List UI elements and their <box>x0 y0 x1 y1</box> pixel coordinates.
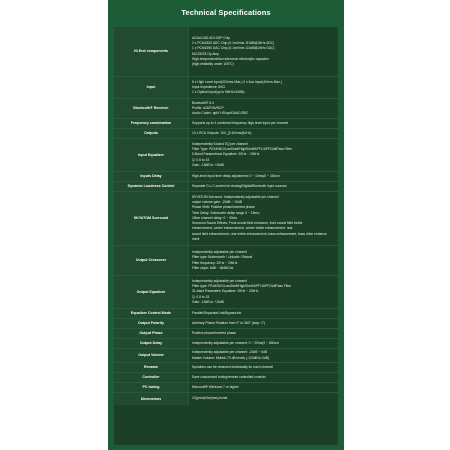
spec-value-line: Filter type: Butterworth / Linkwitz / Bessel <box>192 255 253 260</box>
spec-value-line: Q: 0.5 to 15 <box>192 294 210 299</box>
spec-label: Dynamic Loudness Control <box>114 182 188 191</box>
spec-value <box>188 319 338 328</box>
spec-value-line: ment <box>192 236 200 241</box>
spec-value-line: 1X(price)Nor(mm)Jumet <box>192 396 228 401</box>
spec-value <box>188 329 338 338</box>
spec-row <box>114 76 338 98</box>
spec-value-line: (high reliability under 105°C) <box>192 61 234 66</box>
spec-value <box>188 339 338 348</box>
spec-panel <box>108 0 344 450</box>
spec-row <box>114 118 338 128</box>
spec-value <box>188 246 338 275</box>
spec-row <box>114 181 338 191</box>
spec-value <box>188 139 338 171</box>
spec-value-line: Independently adjustable per channel: 0 ~ 20ms(0 ~ 680cm <box>192 340 279 345</box>
spec-value-line: Filter frequency: 20Hz ~ 20kHz <box>192 260 238 265</box>
spec-value <box>188 182 338 191</box>
spec-value-line: 2 x PCM1820 ADC Chip (0.1mVrms 110dB@2kHz ADC) <box>192 41 275 46</box>
spec-value-line: Bluetooth® 5.0 <box>192 100 214 105</box>
spec-label: Inputs Delay <box>114 172 188 181</box>
spec-value <box>188 99 338 118</box>
spec-row <box>114 171 338 181</box>
spec-row <box>114 98 338 118</box>
spec-row <box>114 128 338 138</box>
spec-value-line: Independently adjustable per channel <box>192 278 247 283</box>
spec-value <box>188 309 338 318</box>
spec-value-line: Profile: A2DP/AVRCP <box>192 105 224 110</box>
spec-row <box>114 275 338 308</box>
spec-label: Frequency combination <box>114 119 188 128</box>
spec-value-line: Positive phase/inverted phase <box>192 330 236 335</box>
spec-label: Output Crossover <box>114 246 188 275</box>
spec-value-line: Independently adjustable per channel <box>192 250 247 255</box>
spec-value-line: Audio Codec: aptX HD/aptX/AAC/SBC <box>192 111 249 116</box>
spec-value-line: Surround Sound Effects: Front sound field enhancer, front sound field treble <box>192 221 303 226</box>
spec-value <box>188 276 338 308</box>
spec-value-line: Filter slope: 6dB ~ 48dB/Oct <box>192 265 234 270</box>
spec-label: Bluetooth® Receiver <box>114 99 188 118</box>
page-title: Technical Specifications <box>181 8 271 17</box>
spec-value <box>188 383 338 392</box>
spec-value-line: High-temperature/low-tolerance electrolytic capacitor <box>192 56 269 61</box>
spec-label: Rename <box>114 363 188 372</box>
spec-value <box>188 192 338 245</box>
spec-value-line: SKYATOM Surround: Independently adjustable per channel <box>192 195 279 200</box>
spec-label: PC tuning <box>114 383 188 392</box>
spec-row <box>114 138 338 171</box>
spec-value <box>188 129 338 138</box>
spec-value-line: Time Delay: Subwoofer delay range 0 ~ 15ms; <box>192 210 260 215</box>
spec-value <box>188 119 338 128</box>
spec-value <box>188 363 338 372</box>
spec-value-line: MC33078 Op Amp <box>192 51 220 56</box>
spec-row <box>114 191 338 245</box>
spec-value-line: 1 x PCM1690 DAC Chip (0.1mVrms 110dB@2kHz DAC) <box>192 46 275 51</box>
spec-row <box>114 392 338 405</box>
spec-label: Input <box>114 77 188 98</box>
spec-value-line: Independently adjustable per channel: -20dB ~ 0dB <box>192 350 268 355</box>
spec-value-line: Master Volume: Muted/-70 dB levels (-120dB to 0dB) <box>192 355 270 360</box>
spec-label: Output Delay <box>114 339 188 348</box>
spec-label: Equalizer Control Mode <box>114 309 188 318</box>
spec-value-line: High-level input time delay adjustment: 0 ~ 10ms(0 ~ 340cm <box>192 173 280 178</box>
spec-label: Dimensions <box>114 393 188 405</box>
spec-label: Output Polarity <box>114 319 188 328</box>
spec-value-line: 31-band Parametric Equalizer: 20Hz ~ 20kHz <box>192 289 259 294</box>
spec-value <box>188 349 338 362</box>
spec-row <box>114 372 338 382</box>
spec-row <box>114 362 338 372</box>
spec-label: Outputs <box>114 129 188 138</box>
spec-value <box>188 77 338 98</box>
spec-value <box>188 373 338 382</box>
spec-row <box>114 348 338 362</box>
spec-value <box>188 393 338 405</box>
spec-label: Hi-End components <box>114 27 188 76</box>
spec-value-line: Independently 5-band EQ per channel <box>192 141 248 146</box>
spec-row <box>114 27 338 76</box>
spec-row <box>114 338 338 348</box>
spec-value-line: Speakers can be renamed individually for each channel <box>192 364 274 369</box>
spec-value-line: Filter Type: PEAKING/LowShelf/HighShelf/APF1/APF2/AllPass Filter <box>192 147 292 152</box>
spec-label: Output Phase <box>114 329 188 338</box>
spec-label: Input Equalizer <box>114 139 188 171</box>
spec-row <box>114 308 338 318</box>
spec-value-line: 5-Band Parametrical Equalizer: 20Hz ~ 20kHz <box>192 152 260 157</box>
spec-value-line: Save customized tuning/remote controlled controls <box>192 374 266 379</box>
spec-value-line: 8 x High Level input(32Vrms Max.) 2 x Aux input(4Vrms Max.) <box>192 79 282 84</box>
spec-label: SKYATOM Surround <box>114 192 188 245</box>
spec-value-line: 10 x RCA Outputs: 10V_(0.6Vrms@1Hz) <box>192 130 252 135</box>
spec-label: Output Equalizer <box>114 276 188 308</box>
spec-label: Controller <box>114 373 188 382</box>
spec-value-line: enhancement, center enhancement, center treble enhancement, rear <box>192 226 293 231</box>
spec-value-line: Other channel delay: 0 ~ 40ms <box>192 215 237 220</box>
spec-label: Output Volume <box>114 349 188 362</box>
spec-row <box>114 245 338 275</box>
spec-value <box>188 27 338 76</box>
spec-value-line: output volume gain: -20dB ~ 10dB <box>192 200 242 205</box>
spec-value-line: Q: 0.5 to 15 <box>192 157 210 162</box>
spec-value-line: Arbitrary Phase Rotation from 0° to 360° (step: 1°) <box>192 320 266 325</box>
spec-value-line: Input Impedance: 6KΩ <box>192 84 225 89</box>
spec-value-line: Parallel/Separate/Link/Bypass/etc <box>192 310 242 315</box>
spec-value-line: Filter type: PEAKING/LowShelf/HighShelf/APF1/APF2/AllPass Filter <box>192 284 292 289</box>
spec-value-line: Microsoft® Windows 7 or higher <box>192 384 239 389</box>
spec-value-line: 1 x Optical input(up to 96KHz/24Bit) <box>192 90 245 95</box>
spec-value-line: Separate D.L.C.control for Analog/Digital/Bluetooth input sources <box>192 183 287 188</box>
spec-row <box>114 318 338 328</box>
spec-value-line: Gain: -15dB to +15dB <box>192 299 224 304</box>
spec-value <box>188 172 338 181</box>
spec-row <box>114 328 338 338</box>
spec-value-line: sound field enhancement, rear treble enhancement, bass enhancement, bass drive enhance <box>192 231 327 236</box>
spec-table <box>114 27 338 445</box>
spec-value-line: Gain: -15dB to +15dB <box>192 162 224 167</box>
spec-value-line: ADAU1452 ADI DSP Chip <box>192 35 231 40</box>
spec-value-line: Supports up to 4 combined frequency high-level input per channel <box>192 120 289 125</box>
spec-row <box>114 382 338 392</box>
spec-value-line: Phase Shift: Positive phase/inverted phase <box>192 205 255 210</box>
